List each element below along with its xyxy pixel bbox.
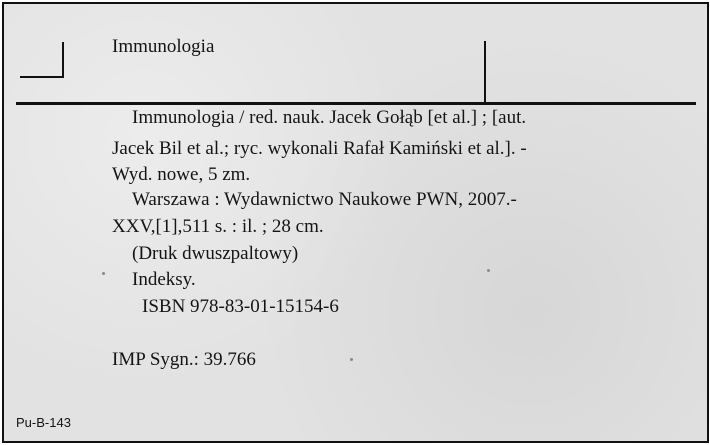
vertical-divider [484,41,486,104]
paper-speck [487,269,490,272]
edition-line: Wyd. nowe, 5 zm. [112,164,251,185]
responsibility-line: Jacek Bil et al.; ryc. wykonali Rafał Kamiński et al.]. - [112,138,527,159]
signature-line: IMP Sygn.: 39.766 [112,349,256,370]
corner-bracket-mark [20,42,64,78]
paper-speck [350,358,353,361]
isbn-line: ISBN 978-83-01-15154-6 [142,296,339,317]
title-statement-line: Immunologia / red. nauk. Jacek Gołąb [et al.] ; [aut. [132,107,527,128]
card-heading: Immunologia [112,36,215,57]
card-code: Pu-B-143 [16,415,71,430]
paper-speck [102,272,105,275]
catalog-card [2,2,709,443]
note-index-line: Indeksy. [132,269,196,290]
note-print-line: (Druk dwuszpaltowy) [132,243,299,264]
horizontal-rule [16,102,696,105]
physical-description-line: XXV,[1],511 s. : il. ; 28 cm. [112,216,324,237]
publication-line: Warszawa : Wydawnictwo Naukowe PWN, 2007.- [132,189,517,210]
